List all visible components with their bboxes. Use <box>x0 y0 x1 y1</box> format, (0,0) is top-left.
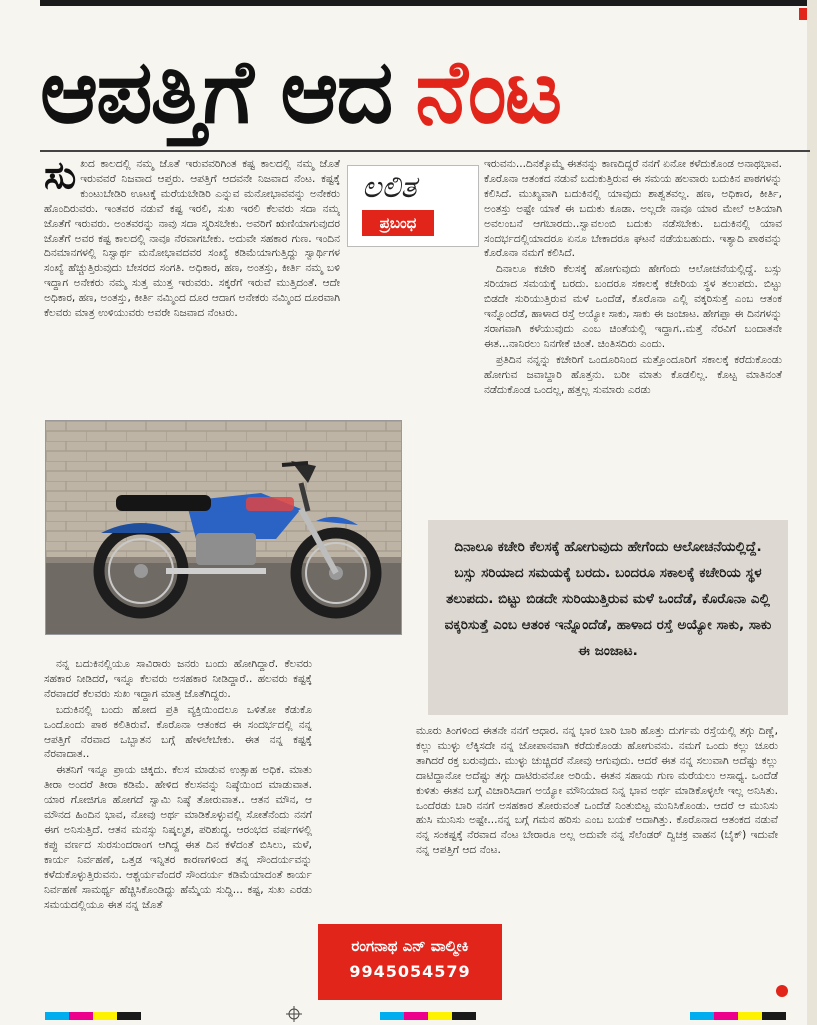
paragraph: ಮೂರು ತಿಂಗಳಿಂದ ಈತನೇ ನನಗೆ ಆಧಾರ. ನನ್ನ ಭಾರ ಬಾರಿ ಬಾರಿ ಹೊತ್ತು ದುರ್ಗಮ ರಸ್ತೆಯಲ್ಲಿ ತಗ್ಗು ದಿಣ್ಣೆ, ಕಲ್ಲು ಮುಳ್ಳು ಲೆಕ್ಕಿಸದೇ ನನ್ನ ಜೋಪಾನವಾಗಿ ಕರೆದುಕೊಂಡು ಹೋಗುವನು. ನಮಗೆ ಒಂದು ಕಲ್ಲು ಚೂರು ತಾಗಿದರೆ ರಕ್ತ ಬರುವುದು. ಮುಳ್ಳು ಚುಚ್ಚಿದರೆ ನೋವು ಆಗುವುದು. ಆದರೆ ಈತ ನನ್ನ ಸಲುವಾಗಿ ಅದೆಷ್ಟು ಕಲ್ಲು ದಾಟಿದ್ದಾನೋ ಅದೆಷ್ಟು ತಗ್ಗು ದಾಟಿರುವನೋ ಅರಿಯೆ. ಈತನ ಸಹಾಯ ಗುಣ ಮರೆಯಲು ಅಸಾಧ್ಯ. ಒಂದೆಡೆ ಕುಳಿತು ಈತನ ಬಗ್ಗೆ ವಿಚಾರಿಸಿದಾಗ ಅಯ್ಯೋ ಮೌನಿಯಾದ ನಿನ್ನ ಭಾವ ಅರ್ಥ ಮಾಡಿಕೊಳ್ಳಲೇ ಇಲ್ಲ ಅನಿಸಿತು. ಒಂದೆರಡು ಬಾರಿ ನನಗೆ ಅಸಹಕಾರ ತೋರುವಂತೆ ಒಂದೆಡೆ ನಿಂತುಬಿಟ್ಟ ಮುನಿಸಿಕೊಂಡು. ಆದರೆ ಆ ಮುನಿಸು ಹುಸಿ ಮುನಿಸು ಅಷ್ಟೇ...ನನ್ನ ಬಗ್ಗೆ ಗಮನ ಹರಿಸು ಎಂಬ ಬಯಕೆ ಅದಾಗಿತ್ತು. ಕೊರೊನಾದ ಆತಂಕದ ನಡುವೆ ನನ್ನ ಸಂಕಷ್ಟಕ್ಕೆ ನೆರವಾದ ನೆಂಟ ಬೇರಾರೂ ಅಲ್ಲ ಅದುವೇ ನನ್ನ ಸೆಲೆಂಡರ್ ದ್ವಿಚಕ್ರ ವಾಹನ (ಬೈಕ್) ಇದುವೇ ನನ್ನ ಆಪತ್ತಿಗೆ ಆದ ನೆಂಟ. <box>416 725 778 857</box>
logo-script-text: ಲಲಿತ <box>362 170 417 205</box>
color-mark <box>404 1012 428 1020</box>
paragraph: ಇರುವನು...ದಿನಕ್ಕೊಮ್ಮೆ ಈತನನ್ನು ಕಾಣದಿದ್ದರೆ ನನಗೆ ಏನೋ ಕಳೆದುಕೊಂಡ ಅನಾಥಭಾವ. ಕೊರೊನಾ ಆತಂಕದ ನಡುವೆ ಬದುಕುತ್ತಿರುವ ಈ ಸಮಯ ಹಲವಾರು ಬದುಕಿನ ಪಾಠಗಳನ್ನು ಕಲಿಸಿದೆ. ಮುಖ್ಯವಾಗಿ ಬದುಕಿನಲ್ಲಿ ಯಾವುದು ಶಾಶ್ವತವಲ್ಲ. ಹಣ, ಅಧಿಕಾರ, ಕೀರ್ತಿ, ಅಂತಸ್ತು ಅಷ್ಟೇ ಯಾಕೆ ಈ ಬದುಕು ಕೂಡಾ. ಅಲ್ಲದೇ ನಾವೂ ಯಾರ ಮೇಲೆ ಅತಿಯಾಗಿ ಅವಲಂಬನೆ ಆಗಬಾರದು..ಸ್ವಾವಲಂಬಿ ಬದುಕು ನಡೆಸಬೇಕು. ಬದುಕಿನಲ್ಲಿ ಯಾವ ಸಂದರ್ಭದಲ್ಲಿಯಾದರೂ ಏನೂ ಬೇಕಾದರೂ ಘಟನೆ ನಡೆಯಬಹುದು. ಇತ್ಯಾದಿ ಪಾಠವನ್ನು ಕೊರೊನಾ ನಮಗೆ ಕಲಿಸಿದೆ. <box>484 158 782 260</box>
author-name: ರಂಗನಾಥ ಎನ್ ವಾಲ್ಮೀಕಿ <box>351 937 469 955</box>
headline-part2: ನೆಂಟ <box>415 40 561 143</box>
dropcap: ಸು <box>44 157 77 197</box>
paragraph: ದಿನಾಲೂ ಕಚೇರಿ ಕೆಲಸಕ್ಕೆ ಹೋಗುವುದು ಹೇಗೆಂದು ಆಲೋಚನೆಯಲ್ಲಿದ್ದೆ. ಬಸ್ಸು ಸರಿಯಾದ ಸಮಯಕ್ಕೆ ಬರದು. ಬಂದರೂ ಸಕಾಲಕ್ಕೆ ಕಚೇರಿಯ ಸ್ಥಳ ತಲುಪದು. ಬಿಟ್ಟು ಬಿಡದೇ ಸುರಿಯುತ್ತಿರುವ ಮಳೆ ಒಂದೆಡೆ, ಕೊರೊನಾ ಎಲ್ಲಿ ವಕ್ಕರಿಸುತ್ತೆ ಎಂಬ ಆತಂಕ ಇನ್ನೊಂದೆಡೆ, ಹಾಳಾದ ರಸ್ತೆ ಅಯ್ಯೋ ಸಾಕು, ಸಾಕು ಈ ಜಂಜಾಟ. ಹೇಗಪ್ಪಾ ಈ ದಿನಗಳನ್ನು ಸರಾಗವಾಗಿ ಕಳೆಯುವುದು ಎಂಬ ಚಿಂತೆಯಲ್ಲಿ ಇದ್ದಾಗ..ಮತ್ತೆ ನೆರವಿಗೆ ಬಂದಾತನೇ ಈತ...ನಾನಿರಲು ನಿನಗೇಕೆ ಚಿಂತೆ. ಚಿಂತಿಸದಿರು ಎಂದು. <box>484 263 782 350</box>
top-rule <box>40 0 810 6</box>
page-edge <box>807 0 817 1025</box>
color-mark <box>762 1012 786 1020</box>
color-mark <box>452 1012 476 1020</box>
column-1-top <box>44 157 340 415</box>
motorcycle-photo <box>45 420 402 635</box>
author-byline <box>318 924 502 1000</box>
color-mark <box>714 1012 738 1020</box>
paragraph: ಪ್ರತಿದಿನ ನನ್ನನ್ನು ಕಚೇರಿಗೆ ಒಂದೂರಿನಿಂದ ಮತ್ತೊಂದೂರಿಗೆ ಸಕಾಲಕ್ಕೆ ಕರೆದುಕೊಂಡು ಹೋಗುವ ಜವಾಬ್ದಾರಿ ಹೊತ್ತನು. ಬರೀ ಮಾತು ಕೊಡಲಿಲ್ಲ. ಕೊಟ್ಟ ಮಾತಿನಂತೆ ನಡೆದುಕೊಂಡ ಒಂದಲ್ಲ, ಹತ್ತಲ್ಲ ಸುಮಾರು ಎರಡು <box>484 353 782 396</box>
paragraph: ಈತನಿಗೆ ಇನ್ನೂ ಪ್ರಾಯ ಚಿಕ್ಕದು. ಕೆಲಸ ಮಾಡುವ ಉತ್ಸಾಹ ಅಧಿಕ. ಮಾತು ತೀರಾ ಅಂದರೆ ತೀರಾ ಕಡಿಮೆ. ಹೇಳಿದ ಕೆಲಸವನ್ನು ನಿಷ್ಠೆಯಿಂದ ಮಾಡುವಾತ. ಯಾರ ಗೋಜಿಗೂ ಹೋಗದೆ ಸ್ವಾಮಿ ನಿಷ್ಠೆ ತೋರುವಾತ.. ಆತನ ಮೌನ, ಆ ಮೌನದ ಹಿಂದಿನ ಭಾವ, ನೋವು ಅರ್ಥ ಮಾಡಿಕೊಳ್ಳುವಲ್ಲಿ ಸೋತೆನೆಂದು ನನಗೆ ಈಗ ಅನಿಸುತ್ತಿದೆ. ಆತನ ಮನಸ್ಸು ನಿಷ್ಕಲ್ಮಶ, ಪರಿಶುದ್ಧ. ಆರಂಭದ ವರ್ಷಗಳಲ್ಲಿ ಕಪ್ಪು ವರ್ಣದ ಸುರಸುಂದರಾಂಗ ಆಗಿದ್ದ ಈತ ದಿನ ಕಳೆದಂತೆ ಬಿಸಿಲು, ಮಳೆ, ಕಾರ್ಯ ನಿರ್ವಹಣೆ, ಒತ್ತಡ ಇನ್ನಿತರ ಕಾರಣಗಳಿಂದ ತನ್ನ ಸೌಂದರ್ಯವನ್ನು ಕಳೆದುಕೊಳ್ಳುತ್ತಿರುವನು. ಆಶ್ಚರ್ಯವೆಂದರೆ ಸೌಂದರ್ಯ ಕಡಿಮೆಯಾದಂತೆ ಕಾರ್ಯ ನಿರ್ವಹಣೆ ಸಾಮರ್ಥ್ಯ ಹೆಚ್ಚಿಸಿಕೊಂಡಿದ್ದು ಹೆಮ್ಮೆಯ ಸುದ್ದಿ... ಕಷ್ಟ, ಸುಖ ಎರಡು ಸಮಯದಲ್ಲಿಯೂ ಈತ ನನ್ನ ಜೊತೆ <box>44 764 312 911</box>
motorcycle-illustration <box>46 421 401 634</box>
paragraph: ಸುಖದ ಕಾಲದಲ್ಲಿ ನಮ್ಮ ಜೊತೆ ಇರುವವರಿಗಿಂತ ಕಷ್ಟ ಕಾಲದಲ್ಲಿ ನಮ್ಮ ಜೊತೆ ಇರುವವರೆ ನಿಜವಾದ ಆಪ್ತರು. ಆಪತ್ತಿಗೆ ಆದವನೇ ನಿಜವಾದ ನೆಂಟ. ಕಷ್ಟಕ್ಕೆ ಕುಂಟುಬೇಡಿರಿ ಊಟಕ್ಕೆ ಮರೆಯಬೇಡಿರಿ ಎನ್ನುವ ಮನೋಭಾವವನ್ನು ಅನೇಕರು ಹೊಂದಿರುವರು. ಇಂತವರ ನಡುವೆ ಕಷ್ಟ ಇರಲಿ, ಸುಖ ಇರಲಿ ಕೆಲವರು ಸದಾ ನಮ್ಮ ಜೊತೆಗೆ ಇರುವರು. ಅಂತವರನ್ನು ನಾವು ಸದಾ ಸ್ಮರಿಸಬೇಕು. ಅವರಿಗೆ ಋಣಿಯಾಗುವುದರ ಜೊತೆಗೆ ಅವರ ಕಷ್ಟ ಕಾಲದಲ್ಲಿ ನಾವೂ ನೆರವಾಗಬೇಕು. ಅದುವೇ ಸಹಕಾರ ಗುಣ. ಇಂದಿನ ದಿನಮಾನಗಳಲ್ಲಿ ನಿಸ್ವಾರ್ಥ ಮನೋಭಾವದವರ ಸಂಖ್ಯೆ ಕಡಿಮೆಯಾಗುತ್ತಿದ್ದು ಸ್ವಾರ್ಥಿಗಳ ಸಂಖ್ಯೆ ಹೆಚ್ಚುತ್ತಿರುವುದು ಬೇಸರದ ಸಂಗತಿ. ಅಧಿಕಾರ, ಹಣ, ಅಂತಸ್ತು, ಕೀರ್ತಿ ನಮ್ಮ ಬಳಿ ಇದ್ದಾಗ ಅನೇಕರು ನಮ್ಮ ಸುತ್ತ ಮುತ್ತ ಇರುವರು. ಸಕ್ಕರೆಗೆ ಇರುವೆ ಮುತ್ತಿದಂತೆ. ಆದೇ ಅಧಿಕಾರ, ಹಣ, ಅಂತಸ್ತು, ಕೀರ್ತಿ ನಮ್ಮಿಂದ ದೂರ ಆದಾಗ ಅನೇಕರು ನಮ್ಮಿಂದ ದೂರವಾಗಿ ಕೆಲವರು ಮಾತ್ರ ಉಳಿಯುವರು ಅವರೇ ನಿಜವಾದ ನೆಂಟರು. <box>44 157 340 320</box>
color-mark <box>428 1012 452 1020</box>
pull-quote: ದಿನಾಲೂ ಕಚೇರಿ ಕೆಲಸಕ್ಕೆ ಹೋಗುವುದು ಹೇಗೆಂದು ಆಲೋಚನೆಯಲ್ಲಿದ್ದೆ. ಬಸ್ಸು ಸರಿಯಾದ ಸಮಯಕ್ಕೆ ಬರದು. ಬಂದರೂ ಸಕಾಲಕ್ಕೆ ಕಚೇರಿಯ ಸ್ಥಳ ತಲುಪದು. ಬಿಟ್ಟು ಬಿಡದೇ ಸುರಿಯುತ್ತಿರುವ ಮಳೆ ಒಂದೆಡೆ, ಕೊರೊನಾ ಎಲ್ಲಿ ವಕ್ಕರಿಸುತ್ತೆ ಎಂಬ ಆತಂಕ ಇನ್ನೊಂದೆಡೆ, ಹಾಳಾದ ರಸ್ತೆ ಅಯ್ಯೋ ಸಾಕು, ಸಾಕು ಈ ಜಂಜಾಟ. <box>428 520 788 715</box>
column-2-top <box>484 157 782 515</box>
paragraph: ನನ್ನ ಬದುಕಿನಲ್ಲಿಯೂ ಸಾವಿರಾರು ಜನರು ಬಂದು ಹೋಗಿದ್ದಾರೆ. ಕೆಲವರು ಸಹಕಾರ ನೀಡಿದರೆ, ಇನ್ನೂ ಕೆಲವರು ಅಸಹಕಾರ ನೀಡಿದ್ದಾರೆ.. ಹಲವರು ಕಷ್ಟಕ್ಕೆ ನೆರವಾದರೆ ಕೆಲವರು ಸುಖ ಇದ್ದಾಗ ಮಾತ್ರ ಜೊತೆಗಿದ್ದರು. <box>44 658 312 700</box>
color-mark <box>69 1012 93 1020</box>
headline <box>40 42 800 142</box>
headline-rule <box>40 150 810 152</box>
color-mark <box>799 8 807 20</box>
color-mark <box>380 1012 404 1020</box>
column-logo <box>347 165 479 247</box>
color-mark <box>93 1012 117 1020</box>
author-phone: 9945054579 <box>349 962 471 981</box>
registration-mark-icon <box>286 1006 302 1022</box>
end-dot <box>776 985 788 997</box>
logo-tag: ಪ್ರಬಂಧ <box>362 210 434 236</box>
headline-part1: ಆಪತ್ತಿಗೆ ಆದ <box>40 40 392 143</box>
color-mark <box>690 1012 714 1020</box>
color-mark <box>45 1012 69 1020</box>
color-mark <box>738 1012 762 1020</box>
color-mark <box>117 1012 141 1020</box>
paragraph: ಬದುಕಿನಲ್ಲಿ ಬಂದು ಹೋದ ಪ್ರತಿ ವ್ಯಕ್ತಿಯಿಂದಲೂ ಒಳಿತೋ ಕೆಡುಕೊ ಒಂದೊಂದು ಪಾಠ ಕಲಿತಿರುವೆ. ಕೊರೊನಾ ಆತಂಕದ ಈ ಸಂದರ್ಭದಲ್ಲಿ ನನ್ನ ಆಪತ್ತಿಗೆ ನೆರವಾದ ಒಬ್ಬಾತನ ಬಗ್ಗೆ ಹೇಳಲೇಬೇಕು. ಈತ ನನ್ನ ಕಷ್ಟಕ್ಕೆ ನೆರವಾದಾತ.. <box>44 703 312 761</box>
column-1-bottom <box>44 657 312 987</box>
